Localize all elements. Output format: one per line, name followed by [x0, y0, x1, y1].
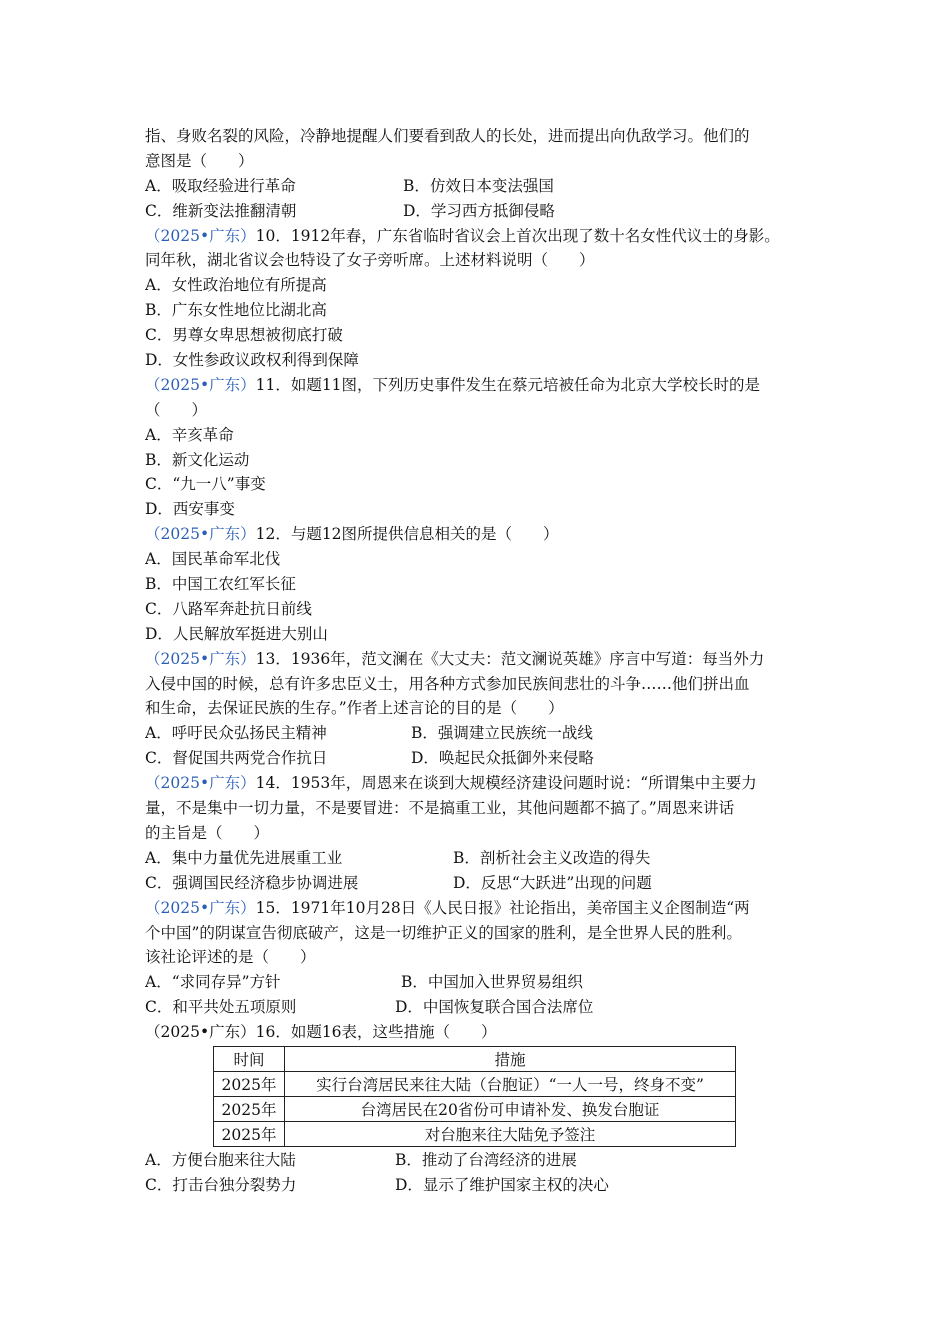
- table-cell-time: 2025年: [214, 1096, 285, 1121]
- q13-stem-line3: 和生命，去保证民族的生存。”作者上述言论的目的是（ ）: [145, 699, 564, 718]
- q12-option-d[interactable]: D．人民解放军挺进大别山: [145, 624, 328, 643]
- q11-option-c[interactable]: C．“九一八”事变: [145, 475, 266, 494]
- q9-option-d[interactable]: D．学习西方抵御侵略: [403, 201, 555, 220]
- q14-source-tag: （2025•广东）: [145, 774, 256, 793]
- q13-source-tag: （2025•广东）: [145, 649, 256, 668]
- q11-stem-line1: [145, 373, 825, 398]
- q12-stem-line1: [145, 522, 825, 547]
- q11-stem-text: 11．如题11图，下列历史事件发生在蔡元培被任命为北京大学校长时的是: [255, 375, 761, 394]
- q16-option-d[interactable]: D．显示了维护国家主权的决心: [395, 1175, 609, 1194]
- q12-stem-text: 12．与题12图所提供信息相关的是（ ）: [255, 525, 559, 544]
- table-row: [214, 1071, 736, 1096]
- q14-stem-line3: 的主旨是（ ）: [145, 823, 270, 842]
- table-row: [214, 1121, 736, 1146]
- q16-option-a[interactable]: A．方便台胞来往大陆: [145, 1150, 296, 1169]
- q12-option-c[interactable]: C．八路军奔赴抗日前线: [145, 599, 312, 618]
- q9-option-b[interactable]: B．仿效日本变法强国: [403, 176, 554, 195]
- table-cell-time: 2025年: [214, 1071, 285, 1096]
- q13-options-row2: [145, 746, 825, 771]
- q10-option-b[interactable]: B．广东女性地位比湖北高: [145, 301, 327, 320]
- q16-option-b[interactable]: B．推动了台湾经济的进展: [395, 1150, 577, 1169]
- q14-stem-text: 14．1953年，周恩来在谈到大规模经济建设问题时说：“所谓集中主要力: [255, 774, 757, 793]
- table-cell-measure: 台湾居民在20省份可申请补发、换发台胞证: [285, 1096, 736, 1121]
- q16-options-row2: [145, 1173, 825, 1198]
- q9-options-row2: [145, 199, 825, 224]
- q16-source-tag: （2025•广东）: [145, 1023, 256, 1042]
- q11-stem-line2: （ ）: [145, 400, 208, 419]
- table-cell-measure: 对台胞来往大陆免予签注: [285, 1121, 736, 1146]
- q13-stem-line2: 入侵中国的时候，总有许多忠臣义士，用各种方式参加民族间悲壮的斗争……他们拼出血: [145, 674, 750, 693]
- q9-stem-line1: 指、身败名裂的风险，冷静地提醒人们要看到敌人的长处，进而提出向仇敌学习。他们的: [145, 127, 750, 145]
- q13-option-b[interactable]: B．强调建立民族统一战线: [411, 724, 593, 743]
- q13-option-d[interactable]: D．唤起民众抵御外来侵略: [411, 749, 594, 768]
- q15-option-c[interactable]: C．和平共处五项原则: [145, 998, 297, 1017]
- q12-option-a[interactable]: A．国民革命军北伐: [145, 550, 281, 569]
- q13-stem-line1: [145, 647, 825, 672]
- q14-stem-line2: 量，不是集中一切力量，不是要冒进：不是搞重工业，其他问题都不搞了。”周恩来讲话: [145, 799, 735, 818]
- q10-option-c[interactable]: C．男尊女卑思想被彻底打破: [145, 326, 343, 345]
- q14-stem-line1: [145, 771, 825, 796]
- q16-table: [213, 1046, 736, 1147]
- table-header-time: 时间: [214, 1046, 285, 1071]
- q15-option-a[interactable]: A．“求同存异”方针: [145, 973, 281, 992]
- q9-stem-line2: 意图是（ ）: [145, 151, 254, 170]
- q14-option-b[interactable]: B．剖析社会主义改造的得失: [453, 848, 651, 867]
- q15-option-d[interactable]: D．中国恢复联合国合法席位: [395, 998, 594, 1017]
- q13-stem-text: 13．1936年，范文澜在《大丈夫：范文澜说英雄》序言中写道：每当外力: [255, 649, 765, 668]
- q14-option-a[interactable]: A．集中力量优先进展重工业: [145, 848, 343, 867]
- table-header-measure: 措施: [285, 1046, 736, 1071]
- q15-stem-text: 15．1971年10月28日《人民日报》社论指出，美帝国主义企图制造“两: [255, 898, 750, 917]
- q14-options-row1: [145, 846, 825, 871]
- q16-stem-line1: [145, 1020, 825, 1045]
- q13-option-a[interactable]: A．呼吁民众弘扬民主精神: [145, 724, 327, 743]
- q11-option-d[interactable]: D．西安事变: [145, 500, 235, 519]
- q15-stem-line3: 该社论评述的是（ ）: [145, 948, 316, 967]
- q12-source-tag: （2025•广东）: [145, 525, 256, 544]
- q14-option-c[interactable]: C．强调国民经济稳步协调进展: [145, 873, 359, 892]
- q15-stem-line2: 个中国”的阴谋宣告彻底破产，这是一切维护正义的国家的胜利，是全世界人民的胜利。: [145, 923, 742, 942]
- q15-source-tag: （2025•广东）: [145, 898, 256, 917]
- q11-option-b[interactable]: B．新文化运动: [145, 450, 250, 469]
- q11-source-tag: （2025•广东）: [145, 375, 256, 394]
- q13-options-row1: [145, 721, 825, 746]
- q15-options-row1: [145, 970, 825, 995]
- q9-option-a[interactable]: A．吸取经验进行革命: [145, 176, 296, 195]
- q10-option-d[interactable]: D．女性参政议政权利得到保障: [145, 351, 359, 370]
- q15-stem-line1: [145, 896, 825, 921]
- q15-options-row2: [145, 995, 825, 1020]
- q12-option-b[interactable]: B．中国工农红军长征: [145, 575, 296, 594]
- exam-page: [145, 124, 825, 1198]
- table-cell-time: 2025年: [214, 1121, 285, 1146]
- q11-option-a[interactable]: A．辛亥革命: [145, 425, 234, 444]
- q16-stem-text: 16．如题16表，这些措施（ ）: [255, 1023, 497, 1042]
- q16-option-c[interactable]: C．打击台独分裂势力: [145, 1175, 297, 1194]
- table-cell-measure: 实行台湾居民来往大陆（台胞证）“一人一号，终身不变”: [285, 1071, 736, 1096]
- q10-stem-line1: [145, 224, 825, 249]
- table-header-row: [214, 1046, 736, 1071]
- q10-stem-text: 10．1912年春，广东省临时省议会上首次出现了数十名女性代议士的身影。: [255, 226, 780, 245]
- q10-stem-line2: 同年秋，湖北省议会也特设了女子旁听席。上述材料说明（ ）: [145, 251, 595, 270]
- q9-options-row1: [145, 174, 825, 199]
- q16-options-row1: [145, 1148, 825, 1173]
- q14-options-row2: [145, 871, 825, 896]
- q14-option-d[interactable]: D．反思“大跃进”出现的问题: [453, 873, 652, 892]
- q10-source-tag: （2025•广东）: [145, 226, 256, 245]
- q15-option-b[interactable]: B．中国加入世界贸易组织: [401, 973, 583, 992]
- table-row: [214, 1096, 736, 1121]
- q13-option-c[interactable]: C．督促国共两党合作抗日: [145, 749, 328, 768]
- q10-option-a[interactable]: A．女性政治地位有所提高: [145, 276, 327, 295]
- q9-option-c[interactable]: C．维新变法推翻清朝: [145, 201, 297, 220]
